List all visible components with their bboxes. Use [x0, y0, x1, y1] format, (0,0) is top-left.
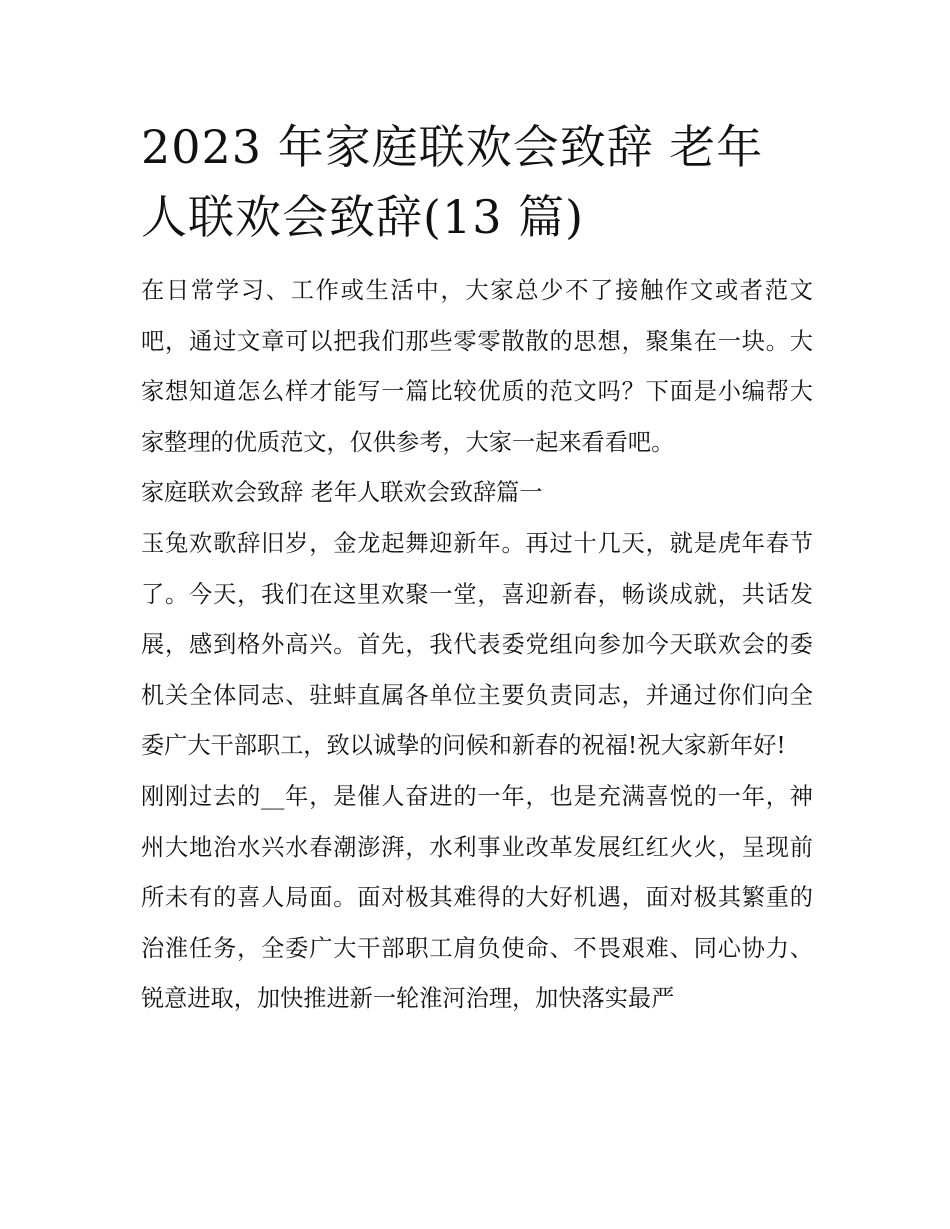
title-line-1: 2023 年家庭联欢会致辞 老年 — [141, 120, 764, 174]
section-heading: 家庭联欢会致辞 老年人联欢会致辞篇一 — [141, 479, 543, 507]
document-title — [141, 112, 813, 252]
body-paragraph: 刚刚过去的__年，是催人奋进的一年，也是充满喜悦的一年，神州大地治水兴水春潮澎湃，水利事业改革发展红红火火，呈现前所未有的喜人局面。面对极其难得的大好机遇，面对极其繁重的治淮任务，全委广大干部职工肩负使命、不畏艰难、同心协力、锐意进取，加快推进新一轮淮河治理，加快落实最严 — [141, 782, 813, 1013]
document-body — [141, 266, 813, 1025]
title-line-2: 人联欢会致辞(13 篇) — [141, 190, 585, 244]
body-paragraph: 玉兔欢歌辞旧岁，金龙起舞迎新年。再过十几天，就是虎年春节了。今天，我们在这里欢聚一堂，喜迎新春，畅谈成就，共话发展，感到格外高兴。首先，我代表委党组向参加今天联欢会的委机关全体同志、驻蚌直属各单位主要负责同志，并通过你们向全委广大干部职工，致以诚挚的问候和新春的祝福!祝大家新年好! — [141, 529, 813, 760]
document-page — [141, 112, 813, 1025]
intro-paragraph: 在日常学习、工作或生活中，大家总少不了接触作文或者范文吧，通过文章可以把我们那些零零散散的思想，聚集在一块。大家想知道怎么样才能写一篇比较优质的范文吗？下面是小编帮大家整理的优质范文，仅供参考，大家一起来看看吧。 — [141, 277, 813, 456]
